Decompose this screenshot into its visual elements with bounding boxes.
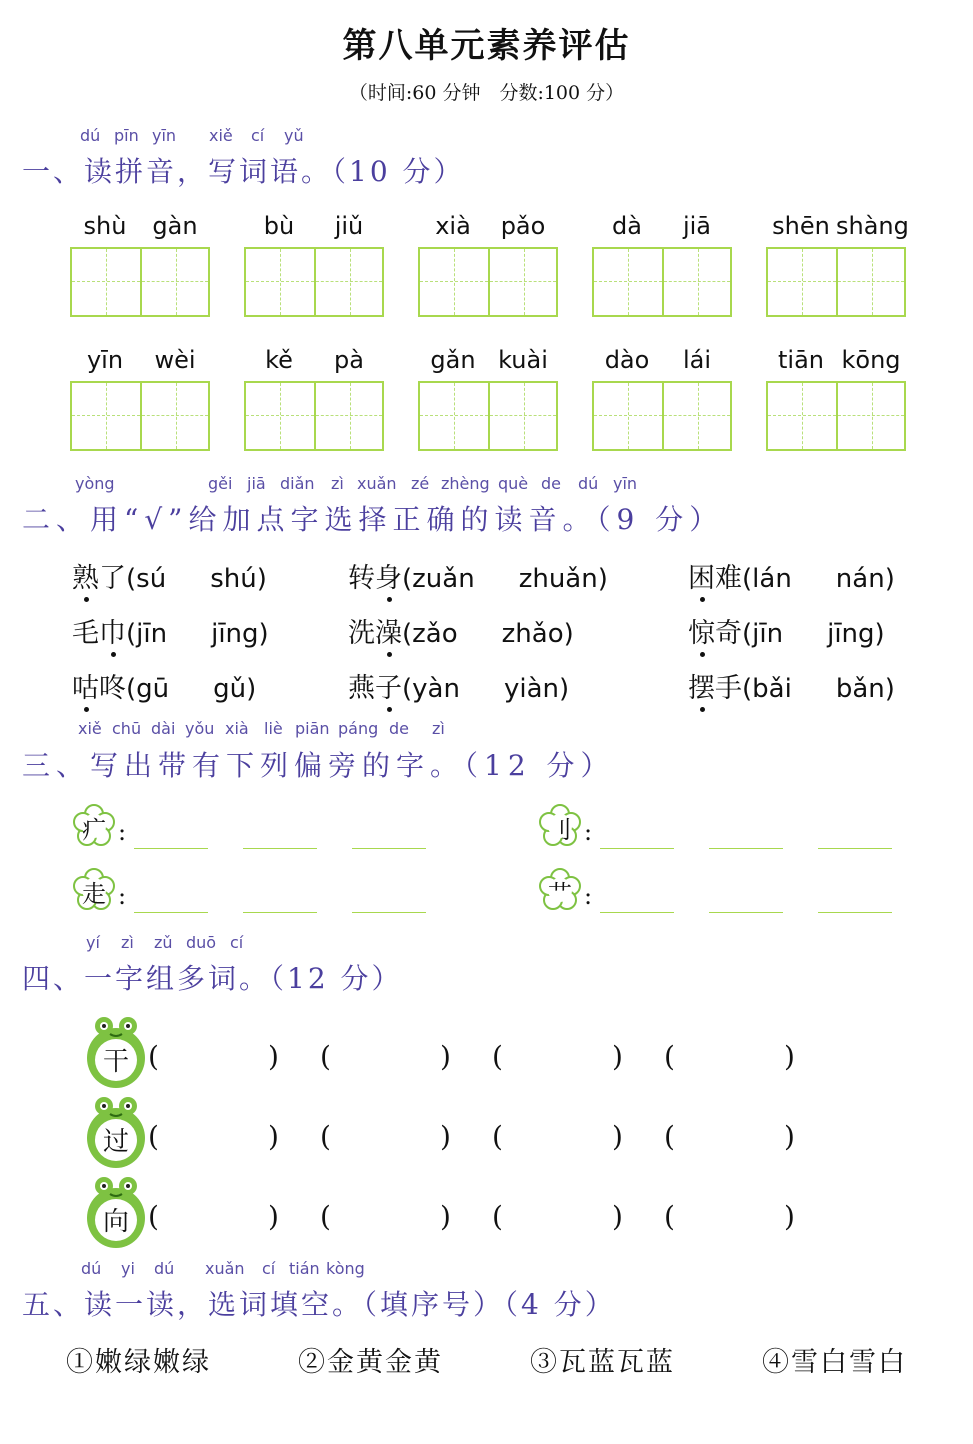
writing-cell[interactable] xyxy=(246,383,314,449)
frog-char xyxy=(86,1012,146,1094)
close-paren: ) xyxy=(884,674,895,704)
grid-pinyin: bù xyxy=(263,212,295,240)
answer-slot[interactable] xyxy=(506,1042,610,1074)
answer-blank[interactable] xyxy=(709,910,783,913)
section4-pinyin-duo: duō xyxy=(186,933,217,952)
option-a[interactable]: gū xyxy=(136,674,170,704)
section1-pinyin-ci: cí xyxy=(251,126,265,145)
grid-pinyin: lái xyxy=(682,346,712,374)
answer-open-paren: ( xyxy=(320,1040,331,1073)
item-char-1: 摆 xyxy=(688,673,715,704)
option-a[interactable]: zuǎn xyxy=(412,564,475,594)
section2-pinyin-gei: gěi xyxy=(208,474,233,493)
option-b[interactable]: jīng xyxy=(211,619,259,649)
answer-slot[interactable] xyxy=(162,1122,266,1154)
grid-pinyin: pǎo xyxy=(500,212,546,240)
answer-slot[interactable] xyxy=(334,1202,438,1234)
option-a[interactable]: jīn xyxy=(752,619,784,649)
answer-close-paren: ) xyxy=(784,1120,795,1153)
section3-pinyin-pian: piān xyxy=(295,719,330,738)
option-1: ①嫩绿嫩绿 xyxy=(66,1347,211,1378)
open-paren: ( xyxy=(402,564,413,594)
colon: : xyxy=(584,818,593,846)
target-char: 过 xyxy=(102,1127,129,1157)
writing-cell[interactable] xyxy=(488,249,556,315)
item-char-2: 手 xyxy=(715,673,742,704)
section3-pinyin-xia: xià xyxy=(225,719,249,738)
writing-grid[interactable] xyxy=(766,381,906,451)
grid-pinyin: gǎn xyxy=(430,346,476,374)
colon: : xyxy=(584,882,593,910)
answer-blank[interactable] xyxy=(352,910,426,913)
section1-pinyin-yu: yǔ xyxy=(284,126,304,145)
section4-pinyin-ci: cí xyxy=(230,933,244,952)
writing-cell[interactable] xyxy=(72,249,140,315)
section2-pinyin-du: dú xyxy=(578,474,599,493)
item-char-2: 身 xyxy=(375,563,402,594)
answer-blank[interactable] xyxy=(818,846,892,849)
writing-cell[interactable] xyxy=(768,249,836,315)
section3-pinyin-dai: dài xyxy=(151,719,176,738)
grid-pinyin: xià xyxy=(435,212,471,240)
frog-char xyxy=(86,1172,146,1254)
target-char: 向 xyxy=(102,1207,129,1237)
item-char-2: 难 xyxy=(715,563,742,594)
close-paren: ) xyxy=(258,619,269,649)
section2-pinyin-xuan: xuǎn xyxy=(357,474,397,493)
section1-pinyin-du: dú xyxy=(80,126,101,145)
answer-close-paren: ) xyxy=(612,1040,623,1073)
section2-pinyin-zheng: zhèng xyxy=(441,474,490,493)
writing-cell[interactable] xyxy=(420,383,488,449)
answer-blank[interactable] xyxy=(243,910,317,913)
option-a[interactable]: sú xyxy=(136,564,167,594)
close-paren: ) xyxy=(563,619,574,649)
answer-close-paren: ) xyxy=(440,1120,451,1153)
writing-cell[interactable] xyxy=(140,383,208,449)
section3-heading: 三、写出带有下列偏旁的字。（12 分） xyxy=(22,749,615,782)
answer-blank[interactable] xyxy=(600,846,674,849)
answer-open-paren: ( xyxy=(664,1120,675,1153)
pronunciation-item xyxy=(688,556,895,595)
item-char-1: 燕 xyxy=(348,673,375,704)
close-paren: ) xyxy=(256,564,267,594)
option-a[interactable]: zǎo xyxy=(412,619,458,649)
answer-close-paren: ) xyxy=(440,1200,451,1233)
section3-pinyin-pang: páng xyxy=(338,719,379,738)
grid-pinyin: kōng xyxy=(841,346,901,374)
radical-char: 艹 xyxy=(548,880,572,908)
answer-slot[interactable] xyxy=(506,1202,610,1234)
section2-heading: 二、用“√”给加点字选择正确的读音。（9 分） xyxy=(22,503,724,536)
writing-cell[interactable] xyxy=(594,249,662,315)
grid-pinyin: shēn xyxy=(772,212,830,240)
section5-pinyin-xuan: xuǎn xyxy=(205,1259,245,1278)
writing-grid[interactable] xyxy=(418,247,558,317)
answer-slot[interactable] xyxy=(334,1042,438,1074)
section2-pinyin-zi: zì xyxy=(331,474,344,493)
writing-cell[interactable] xyxy=(662,249,730,315)
section5-pinyin-du2: dú xyxy=(154,1259,175,1278)
answer-blank[interactable] xyxy=(134,910,208,913)
answer-blank[interactable] xyxy=(352,846,426,849)
grid-pinyin: jiǔ xyxy=(334,212,364,240)
writing-grid[interactable] xyxy=(592,381,732,451)
section2-pinyin-jia: jiā xyxy=(247,474,266,493)
item-char-1: 惊 xyxy=(688,618,715,649)
answer-slot[interactable] xyxy=(506,1122,610,1154)
open-paren: ( xyxy=(742,619,753,649)
section1-pinyin-yin: yīn xyxy=(152,126,177,145)
answer-open-paren: ( xyxy=(664,1040,675,1073)
open-paren: ( xyxy=(402,619,413,649)
answer-close-paren: ) xyxy=(268,1040,279,1073)
item-char-2: 奇 xyxy=(715,618,742,649)
writing-cell[interactable] xyxy=(662,383,730,449)
frog-char xyxy=(86,1092,146,1174)
grid-pinyin: kuài xyxy=(498,346,548,374)
writing-cell[interactable] xyxy=(314,249,382,315)
grid-pinyin: yīn xyxy=(86,346,124,374)
option-a[interactable]: lán xyxy=(752,564,792,594)
option-b[interactable]: jīng xyxy=(827,619,875,649)
pronunciation-item xyxy=(688,611,885,650)
section5-pinyin-kong: kòng xyxy=(326,1259,365,1278)
open-paren: ( xyxy=(742,674,753,704)
section2-pinyin-yong: yòng xyxy=(75,474,115,493)
radical-char: 刂 xyxy=(548,816,572,844)
answer-blank[interactable] xyxy=(600,910,674,913)
writing-grid[interactable] xyxy=(418,381,558,451)
section2-pinyin-de: de xyxy=(541,474,561,493)
item-char-2: 子 xyxy=(375,673,402,704)
answer-blank[interactable] xyxy=(243,846,317,849)
writing-cell[interactable] xyxy=(140,249,208,315)
pronunciation-item xyxy=(348,611,574,650)
option-a[interactable]: yàn xyxy=(412,674,460,704)
item-char-1: 洗 xyxy=(348,618,375,649)
grid-pinyin: pà xyxy=(334,346,364,374)
answer-slot[interactable] xyxy=(162,1202,266,1234)
section4-pinyin-yi: yí xyxy=(86,933,100,952)
answer-open-paren: ( xyxy=(148,1040,159,1073)
writing-cell[interactable] xyxy=(836,249,904,315)
writing-grid[interactable] xyxy=(592,247,732,317)
answer-open-paren: ( xyxy=(492,1120,503,1153)
section2-pinyin-dian: diǎn xyxy=(280,474,315,493)
section1-pinyin-xie: xiě xyxy=(209,126,233,145)
answer-open-paren: ( xyxy=(320,1200,331,1233)
section1-pinyin-pin: pīn xyxy=(114,126,139,145)
section2-pinyin-yin: yīn xyxy=(613,474,638,493)
grid-pinyin: dà xyxy=(612,212,642,240)
option-b[interactable]: zhuǎn xyxy=(518,564,598,594)
section4-pinyin-zi: zì xyxy=(121,933,134,952)
section3-pinyin-de: de xyxy=(389,719,409,738)
section5-heading: 五、读一读，选词填空。（填序号）（4 分） xyxy=(22,1288,616,1321)
section3-pinyin-lie: liè xyxy=(264,719,283,738)
answer-slot[interactable] xyxy=(678,1202,782,1234)
writing-grid[interactable] xyxy=(766,247,906,317)
grid-pinyin: shù xyxy=(83,212,127,240)
answer-open-paren: ( xyxy=(320,1120,331,1153)
writing-cell[interactable] xyxy=(246,249,314,315)
answer-slot[interactable] xyxy=(678,1042,782,1074)
close-paren: ) xyxy=(874,619,885,649)
item-char-2: 巾 xyxy=(99,618,126,649)
pronunciation-item xyxy=(348,666,569,705)
section3-pinyin-you: yǒu xyxy=(185,719,215,738)
answer-slot[interactable] xyxy=(678,1122,782,1154)
item-char-1: 熟 xyxy=(72,563,99,594)
answer-close-paren: ) xyxy=(612,1200,623,1233)
radical-flower xyxy=(538,868,582,916)
open-paren: ( xyxy=(126,564,137,594)
colon: : xyxy=(118,818,127,846)
answer-slot[interactable] xyxy=(334,1122,438,1154)
section2-pinyin-que: què xyxy=(498,474,529,493)
grid-pinyin: dào xyxy=(604,346,650,374)
option-a[interactable]: jīn xyxy=(136,619,168,649)
answer-close-paren: ) xyxy=(612,1120,623,1153)
close-paren: ) xyxy=(597,564,608,594)
section4-heading: 四、一字组多词。（12 分） xyxy=(22,962,403,995)
option-b[interactable]: nán xyxy=(835,564,885,594)
writing-grid[interactable] xyxy=(244,247,384,317)
item-char-2: 咚 xyxy=(99,673,126,704)
grid-pinyin: wèi xyxy=(154,346,196,374)
section5-pinyin-du: dú xyxy=(81,1259,102,1278)
page-title: 第八单元素养评估 xyxy=(342,26,631,66)
grid-pinyin: kě xyxy=(265,346,293,374)
option-a[interactable]: bǎi xyxy=(752,674,792,704)
section2-pinyin-ze: zé xyxy=(411,474,430,493)
option-b[interactable]: shú xyxy=(210,564,257,594)
open-paren: ( xyxy=(402,674,413,704)
answer-blank[interactable] xyxy=(134,846,208,849)
answer-blank[interactable] xyxy=(709,846,783,849)
section1-heading: 一、读拼音，写词语。（10 分） xyxy=(22,155,465,188)
section4-pinyin-zu: zǔ xyxy=(154,933,173,952)
open-paren: ( xyxy=(126,674,137,704)
writing-cell[interactable] xyxy=(594,383,662,449)
answer-open-paren: ( xyxy=(492,1200,503,1233)
colon: : xyxy=(118,882,127,910)
radical-flower xyxy=(72,804,116,852)
answer-close-paren: ) xyxy=(268,1120,279,1153)
answer-close-paren: ) xyxy=(440,1040,451,1073)
pronunciation-item xyxy=(72,611,269,650)
answer-open-paren: ( xyxy=(148,1200,159,1233)
answer-slot[interactable] xyxy=(162,1042,266,1074)
radical-char: 走 xyxy=(82,880,106,908)
pronunciation-item xyxy=(688,666,895,705)
writing-cell[interactable] xyxy=(72,383,140,449)
section3-pinyin-xie: xiě xyxy=(78,719,102,738)
answer-close-paren: ) xyxy=(268,1200,279,1233)
section3-pinyin-chu: chū xyxy=(112,719,142,738)
pronunciation-item xyxy=(72,666,256,705)
writing-grid[interactable] xyxy=(70,381,210,451)
close-paren: ) xyxy=(246,674,257,704)
close-paren: ) xyxy=(559,674,570,704)
item-char-1: 转 xyxy=(348,563,375,594)
grid-pinyin: shàng xyxy=(836,212,909,240)
pronunciation-item xyxy=(348,556,608,595)
writing-cell[interactable] xyxy=(768,383,836,449)
radical-char: 疒 xyxy=(82,816,106,844)
grid-pinyin: gàn xyxy=(152,212,198,240)
item-char-1: 咕 xyxy=(72,673,99,704)
writing-grid[interactable] xyxy=(70,247,210,317)
answer-open-paren: ( xyxy=(148,1120,159,1153)
section5-pinyin-tian: tián xyxy=(289,1259,320,1278)
writing-cell[interactable] xyxy=(488,383,556,449)
section3-pinyin-zi: zì xyxy=(432,719,445,738)
close-paren: ) xyxy=(884,564,895,594)
writing-grid[interactable] xyxy=(244,381,384,451)
grid-pinyin: tiān xyxy=(778,346,824,374)
option-3: ③瓦蓝瓦蓝 xyxy=(530,1347,675,1378)
writing-cell[interactable] xyxy=(314,383,382,449)
option-b[interactable]: bǎn xyxy=(835,674,885,704)
writing-cell[interactable] xyxy=(420,249,488,315)
option-2: ②金黄金黄 xyxy=(298,1347,443,1378)
option-b[interactable]: zhǎo xyxy=(501,619,564,649)
item-char-1: 困 xyxy=(688,563,715,594)
answer-open-paren: ( xyxy=(492,1040,503,1073)
page-subtitle: （时间:60 分钟 分数:100 分） xyxy=(348,82,625,104)
pronunciation-item xyxy=(72,556,267,595)
target-char: 干 xyxy=(102,1047,129,1077)
writing-cell[interactable] xyxy=(836,383,904,449)
answer-close-paren: ) xyxy=(784,1040,795,1073)
option-b[interactable]: gǔ xyxy=(213,674,247,704)
item-char-2: 了 xyxy=(99,563,126,594)
answer-blank[interactable] xyxy=(818,910,892,913)
radical-flower xyxy=(538,804,582,852)
answer-open-paren: ( xyxy=(664,1200,675,1233)
section5-pinyin-yi: yi xyxy=(121,1259,135,1278)
item-char-1: 毛 xyxy=(72,618,99,649)
open-paren: ( xyxy=(126,619,137,649)
grid-pinyin: jiā xyxy=(682,212,712,240)
option-b[interactable]: yiàn xyxy=(503,674,559,704)
option-4: ④雪白雪白 xyxy=(762,1347,907,1378)
section5-pinyin-ci: cí xyxy=(262,1259,276,1278)
item-char-2: 澡 xyxy=(375,618,402,649)
radical-flower xyxy=(72,868,116,916)
open-paren: ( xyxy=(742,564,753,594)
answer-close-paren: ) xyxy=(784,1200,795,1233)
